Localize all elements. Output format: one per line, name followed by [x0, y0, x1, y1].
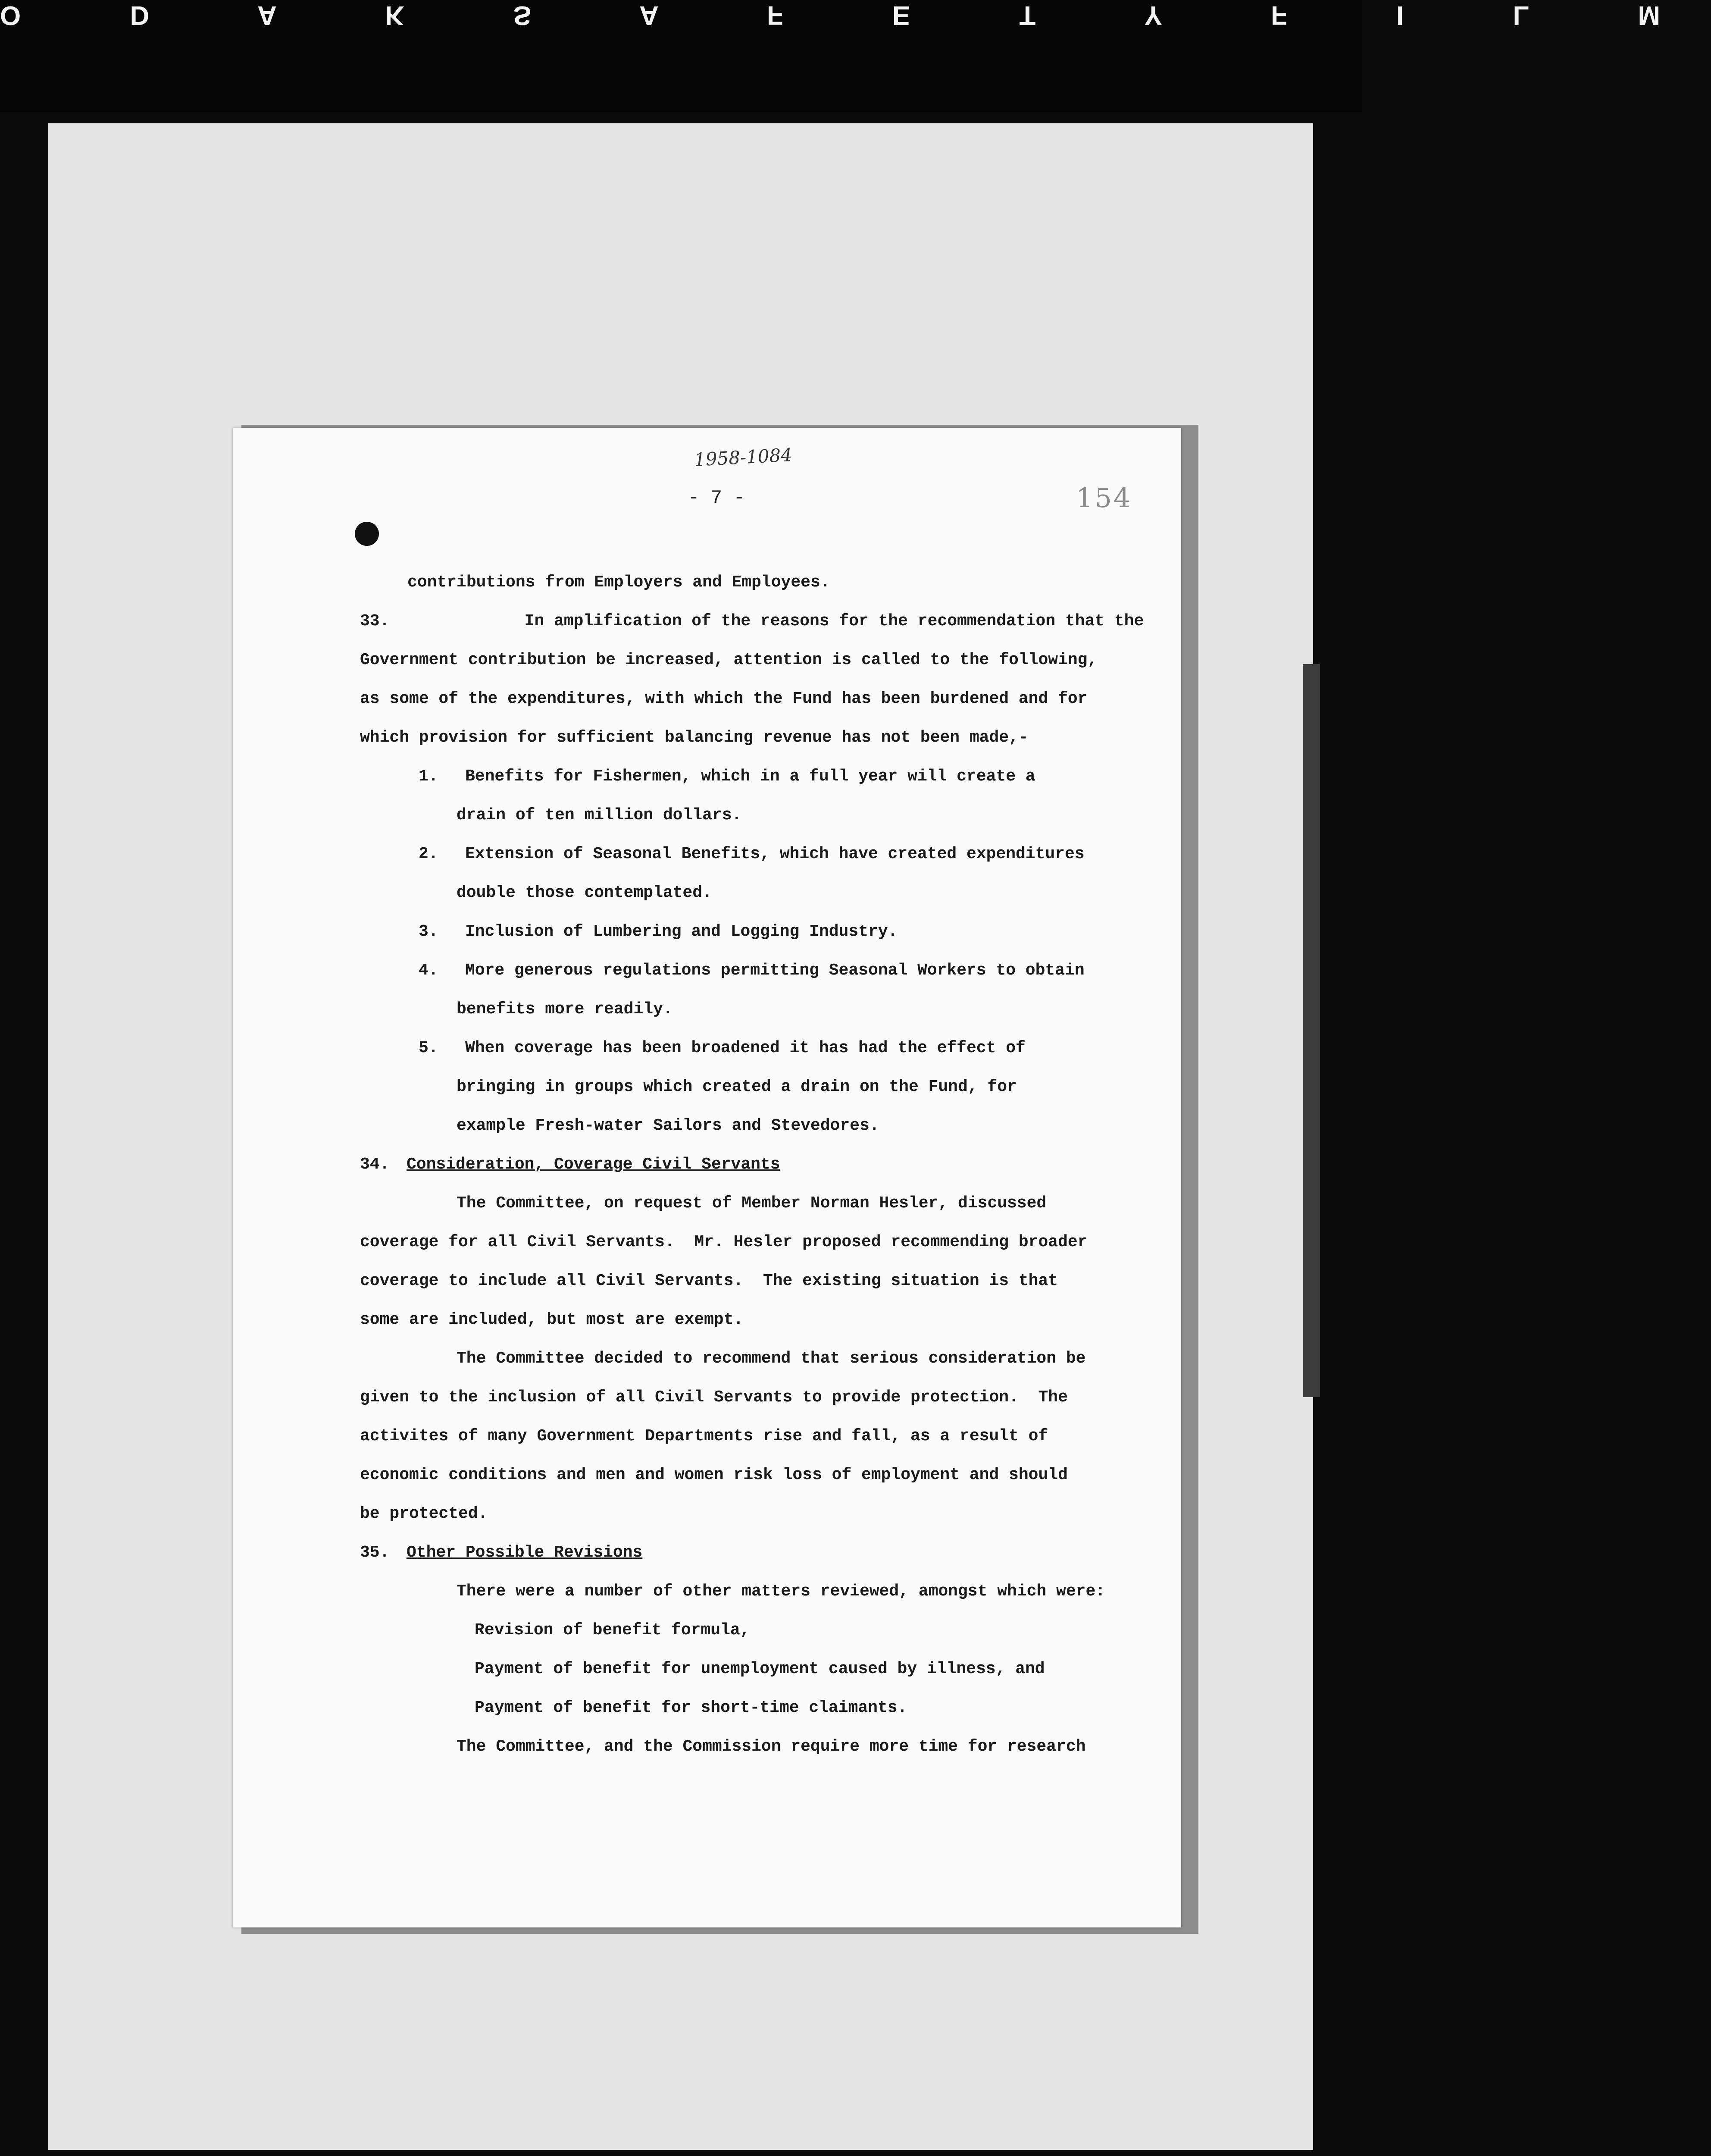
- text-line: [360, 1456, 1114, 1495]
- line-text: double those contemplated.: [457, 884, 712, 902]
- text-line: [360, 602, 1144, 641]
- text-line: [360, 1068, 1114, 1106]
- line-text: In amplification of the reasons for the recommendation that the: [407, 612, 1144, 630]
- text-line: [360, 1262, 1114, 1300]
- text-line: [360, 1572, 1114, 1611]
- line-text: benefits more readily.: [457, 1000, 673, 1018]
- text-line: [360, 1417, 1114, 1456]
- item-number: 34.: [360, 1155, 390, 1174]
- line-text: Inclusion of Lumbering and Logging Industry.: [465, 922, 898, 941]
- text-line: [360, 1611, 1114, 1650]
- line-text: be protected.: [360, 1504, 488, 1523]
- line-text: Payment of benefit for short-time claimants.: [475, 1698, 907, 1717]
- item-number: 2.: [419, 845, 438, 863]
- text-line: [360, 1689, 1114, 1727]
- line-text: Benefits for Fishermen, which in a full year will create a: [465, 767, 1035, 786]
- text-line: [360, 1727, 1114, 1766]
- line-text: The Committee, on request of Member Norman Hesler, discussed: [457, 1194, 1047, 1213]
- line-text: as some of the expenditures, with which the Fund has been burdened and for: [360, 689, 1088, 708]
- line-text: The Committee decided to recommend that serious consideration be: [457, 1349, 1086, 1368]
- text-line: [360, 796, 1114, 835]
- line-text: Payment of benefit for unemployment caused by illness, and: [475, 1660, 1045, 1678]
- text-line: [360, 835, 1114, 874]
- film-right-edge: [1303, 664, 1320, 1397]
- line-text: example Fresh-water Sailors and Stevedores.: [457, 1116, 879, 1135]
- text-line: [360, 1029, 1114, 1068]
- line-text: which provision for sufficient balancing revenue has not been made,-: [360, 728, 1029, 747]
- line-text: coverage for all Civil Servants. Mr. Hesler proposed recommending broader: [360, 1233, 1088, 1251]
- item-number: 35.: [360, 1543, 390, 1562]
- line-text: some are included, but most are exempt.: [360, 1310, 744, 1329]
- text-line: [360, 641, 1114, 680]
- line-text: Extension of Seasonal Benefits, which have created expenditures: [465, 845, 1085, 863]
- text-line: [360, 718, 1114, 757]
- text-line: [360, 757, 1114, 796]
- line-text: coverage to include all Civil Servants. The existing situation is that: [360, 1272, 1058, 1290]
- line-text: Government contribution be increased, attention is called to the following,: [360, 651, 1098, 669]
- film-border: [0, 0, 1711, 112]
- item-number: 5.: [419, 1039, 438, 1057]
- line-text: The Committee, and the Commission require more time for research: [457, 1737, 1086, 1756]
- line-text: activites of many Government Departments rise and fall, as a result of: [360, 1427, 1048, 1445]
- line-text: contributions from Employers and Employees.: [407, 573, 830, 592]
- film-edge-text: O D A K S A F E T Y F I L M: [0, 0, 1711, 30]
- item-number: 33.: [360, 612, 390, 630]
- line-text: There were a number of other matters reviewed, amongst which were:: [457, 1582, 1106, 1601]
- text-line: [360, 1300, 1114, 1339]
- text-line: [360, 1339, 1114, 1378]
- item-number: 1.: [419, 767, 438, 786]
- line-text: When coverage has been broadened it has had the effect of: [465, 1039, 1026, 1057]
- line-text: More generous regulations permitting Seasonal Workers to obtain: [465, 961, 1085, 980]
- text-line: [360, 1145, 1114, 1184]
- document-body: [360, 563, 1144, 1766]
- page-number: - 7 -: [688, 487, 745, 509]
- stamp-number: 154: [1076, 482, 1132, 514]
- line-text: bringing in groups which created a drain on the Fund, for: [457, 1078, 1017, 1096]
- text-line: [360, 1533, 1114, 1572]
- text-line: [360, 1378, 1114, 1417]
- text-line: [360, 1223, 1114, 1262]
- text-line: [360, 912, 1114, 951]
- section-heading: Other Possible Revisions: [407, 1543, 643, 1562]
- line-text: Revision of benefit formula,: [475, 1621, 750, 1639]
- text-line: [360, 680, 1114, 718]
- text-line: [360, 563, 1114, 602]
- line-text: drain of ten million dollars.: [457, 806, 742, 824]
- section-heading: Consideration, Coverage Civil Servants: [407, 1155, 780, 1174]
- item-number: 3.: [419, 922, 438, 941]
- text-line: [360, 1495, 1114, 1533]
- text-line: [360, 990, 1114, 1029]
- punch-hole: [355, 522, 379, 546]
- text-line: [360, 874, 1114, 912]
- line-text: given to the inclusion of all Civil Servants to provide protection. The: [360, 1388, 1068, 1407]
- item-number: 4.: [419, 961, 438, 980]
- handwritten-note: 1958-1084: [693, 444, 793, 470]
- text-line: [360, 1650, 1114, 1689]
- text-line: [360, 951, 1114, 990]
- text-line: [360, 1106, 1114, 1145]
- text-line: [360, 1184, 1114, 1223]
- line-text: economic conditions and men and women risk loss of employment and should: [360, 1466, 1068, 1484]
